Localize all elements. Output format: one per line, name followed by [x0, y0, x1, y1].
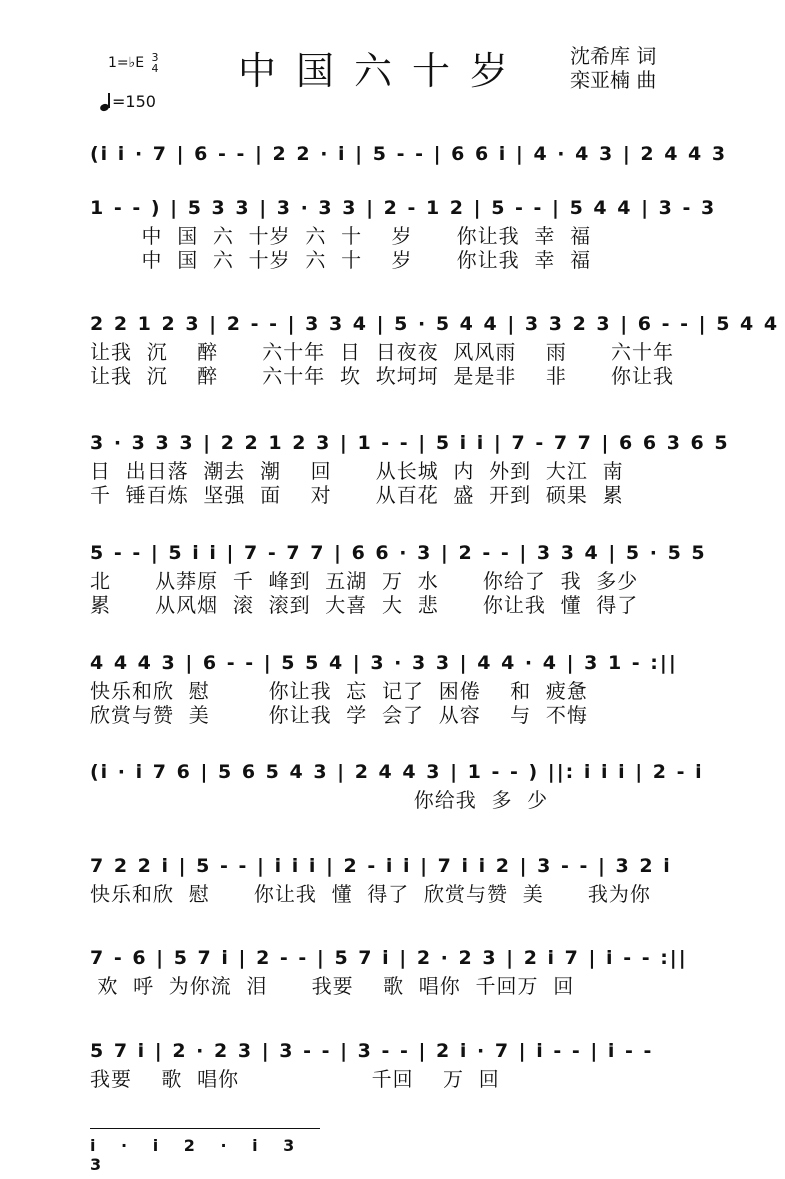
lyric-line: 累 从风烟 滚 滚到 大喜 大 悲 你让我 懂 得了	[90, 593, 639, 617]
notation-line: 7 2 2 i | 5 - - | i i i | 2 - i i | 7 i i 2 | 3 - - | 3 2 i	[90, 855, 672, 877]
quarter-note-icon	[100, 93, 112, 111]
lyric-line: 千 锤百炼 坚强 面 对 从百花 盛 开到 硕果 累	[90, 483, 624, 507]
credits	[570, 44, 656, 92]
lyric-line: 欣赏与赞 美 你让我 学 会了 从容 与 不悔	[90, 703, 588, 727]
key-signature	[108, 52, 159, 74]
time-signature	[152, 52, 159, 74]
score-system	[90, 942, 696, 998]
time-bottom: 4	[151, 62, 159, 75]
score-system	[90, 647, 696, 727]
notation-line: 7 - 6 | 5 7 i | 2 - - | 5 7 i | 2 · 2 3 | 2 i 7 | i - - :||	[90, 947, 688, 969]
notation-line: 5 7 i | 2 · 2 3 | 3 - - | 3 - - | 2 i · 7 | i - - | i - -	[90, 1040, 654, 1062]
notation-line: 5 - - | 5 i i | 7 - 7 7 | 6 6 · 3 | 2 - - | 3 3 4 | 5 · 5 5	[90, 542, 707, 564]
composer: 栾亚楠 曲	[570, 68, 657, 92]
notation-line: 1 - - ) | 5 3 3 | 3 · 3 3 | 2 - 1 2 | 5 - - | 5 4 4 | 3 - 3	[90, 197, 717, 219]
time-top: 3	[151, 51, 159, 64]
lyric-line: 北 从莽原 千 峰到 五湖 万 水 你给了 我 多少	[90, 569, 639, 593]
score-system	[90, 537, 707, 617]
lyric-line: 欢 呼 为你流 泪 我要 歌 唱你 千回万 回	[90, 974, 575, 998]
score-header	[0, 0, 785, 130]
cut-off-system	[90, 1128, 330, 1174]
lyric-line: 让我 沉 醉 六十年 日 日夜夜 风风雨 雨 六十年	[90, 340, 675, 364]
notation-line: (i i · 7 | 6 - - | 2 2 · i | 5 - - | 6 6 i | 4 · 4 3 | 2 4 4 3	[90, 143, 728, 165]
cut-off-notes: i · i 2 · i 3 3	[90, 1136, 305, 1174]
notation-line: 2 2 1 2 3 | 2 - - | 3 3 4 | 5 · 5 4 4 | 3 3 2 3 | 6 - - | 5 4 4	[90, 313, 780, 335]
score-system	[90, 192, 717, 272]
lyricist: 沈希库 词	[570, 44, 657, 68]
lyric-line: 快乐和欣 慰 你让我 忘 记了 困倦 和 疲惫	[90, 679, 588, 703]
key-text: 1=♭E	[108, 55, 145, 71]
score-system	[90, 756, 704, 812]
lyric-line: 日 出日落 潮去 潮 回 从长城 内 外到 大江 南	[90, 459, 624, 483]
score-system	[90, 850, 696, 906]
slur-line	[90, 1128, 320, 1129]
notation-line: 3 · 3 3 3 | 2 2 1 2 3 | 1 - - | 5 i i | 7 - 7 7 | 6 6 3 6 5	[90, 432, 730, 454]
lyric-line: 快乐和欣 慰 你让我 懂 得了 欣赏与赞 美 我为你	[90, 882, 651, 906]
tempo-marking	[100, 92, 156, 111]
score-system	[90, 308, 780, 388]
notation-line: 4 4 4 3 | 6 - - | 5 5 4 | 3 · 3 3 | 4 4 · 4 | 3 1 - :||	[90, 652, 678, 674]
lyric-line: 你给我 多 少	[90, 788, 549, 812]
lyric-line: 让我 沉 醉 六十年 坎 坎坷坷 是是非 非 你让我	[90, 364, 675, 388]
score-system	[90, 1035, 696, 1091]
tempo-value: =150	[112, 92, 156, 111]
lyric-line: 中 国 六 十岁 六 十 岁 你让我 幸 福	[90, 248, 592, 272]
score-system	[90, 138, 728, 170]
lyric-line: 我要 歌 唱你 千回 万 回	[90, 1067, 500, 1091]
song-title: 中国六十岁	[238, 49, 529, 93]
notation-line: (i · i 7 6 | 5 6 5 4 3 | 2 4 4 3 | 1 - - ) ||: i i i | 2 - i	[90, 761, 704, 783]
score-system	[90, 427, 730, 507]
lyric-line: 中 国 六 十岁 六 十 岁 你让我 幸 福	[90, 224, 592, 248]
